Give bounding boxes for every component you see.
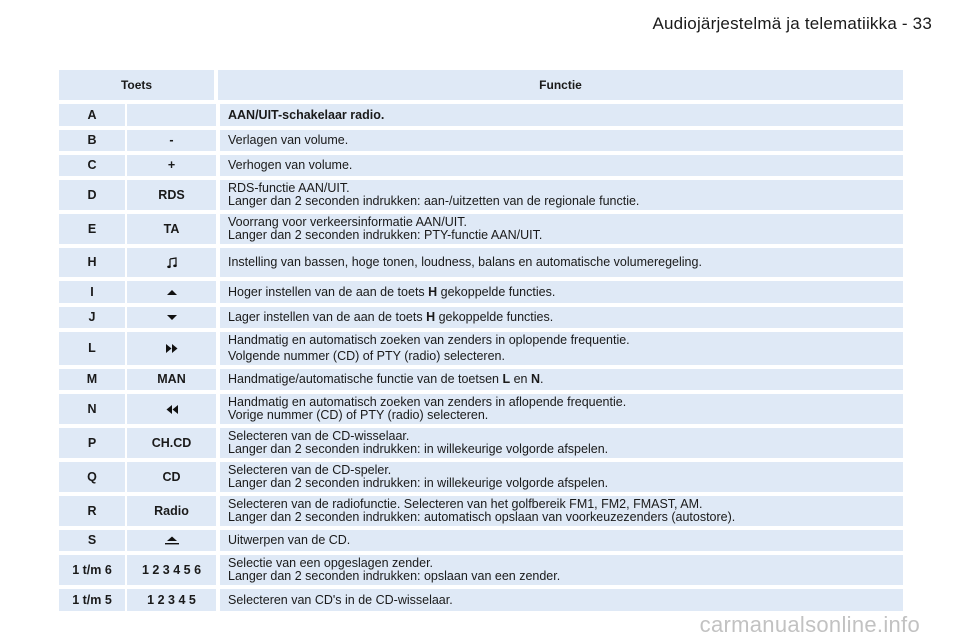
key-cell: A — [59, 104, 125, 126]
table-row — [59, 496, 903, 526]
text-segment: Uitwerpen van de CD. — [228, 533, 351, 547]
function-cell — [220, 589, 903, 611]
function-cell — [220, 332, 903, 365]
function-cell — [220, 307, 903, 328]
key-cell: Q — [59, 462, 125, 492]
text-segment: Volgende nummer (CD) of PTY (radio) selecteren. — [228, 349, 505, 363]
key-cell: D — [59, 180, 125, 210]
symbol-cell — [127, 281, 216, 303]
eject-icon — [165, 536, 179, 545]
function-text-line — [228, 134, 348, 147]
table-row — [59, 180, 903, 210]
text-segment: gekoppelde functies. — [437, 284, 556, 299]
table-row — [59, 248, 903, 277]
function-cell — [220, 155, 903, 176]
symbol-cell — [127, 248, 216, 277]
table-row — [59, 214, 903, 244]
table-row — [59, 394, 903, 424]
text-segment: Langer dan 2 seconden indrukken: aan-/uitzetten van de regionale functie. — [228, 194, 640, 208]
function-text-line — [228, 350, 505, 363]
key-cell: B — [59, 130, 125, 151]
key-cell: L — [59, 332, 125, 365]
function-text-line — [228, 109, 384, 122]
fast-forward-icon — [166, 344, 178, 353]
function-cell — [220, 214, 903, 244]
text-segment: Voorrang voor verkeersinformatie AAN/UIT. — [228, 215, 467, 229]
symbol-cell: CD — [127, 462, 216, 492]
text-segment: Handmatig en automatisch zoeken van zenders in aflopende frequentie. — [228, 395, 627, 409]
text-segment: Hoger instellen van de aan de toets — [228, 284, 429, 299]
function-text-line — [228, 570, 560, 583]
symbol-cell: TA — [127, 214, 216, 244]
text-segment: RDS-functie AAN/UIT. — [228, 181, 350, 195]
function-text-line — [228, 159, 352, 172]
key-cell: C — [59, 155, 125, 176]
watermark-text: carmanualsonline.info — [699, 612, 920, 637]
function-text-line — [228, 594, 453, 607]
symbol-cell: Radio — [127, 496, 216, 526]
bold-text: L — [502, 372, 511, 386]
symbol-cell: - — [127, 130, 216, 151]
function-text-line — [228, 511, 735, 524]
bold-text: H — [428, 284, 438, 299]
function-cell — [220, 369, 903, 390]
function-cell — [220, 130, 903, 151]
key-cell: H — [59, 248, 125, 277]
table-row — [59, 462, 903, 492]
text-segment: . — [540, 372, 544, 386]
key-cell: P — [59, 428, 125, 458]
function-cell — [220, 428, 903, 458]
function-cell — [220, 462, 903, 492]
text-segment: Verhogen van volume. — [228, 158, 353, 172]
function-cell — [220, 180, 903, 210]
function-table — [59, 70, 903, 615]
symbol-cell — [127, 104, 216, 126]
table-row — [59, 104, 903, 126]
text-segment: Langer dan 2 seconden indrukken: in willekeurige volgorde afspelen. — [228, 442, 609, 456]
text-segment: Langer dan 2 seconden indrukken: automatisch opslaan van voorkeuzezenders (autostore). — [228, 510, 736, 524]
function-text-line — [228, 477, 608, 490]
text-segment: Langer dan 2 seconden indrukken: in willekeurige volgorde afspelen. — [228, 476, 609, 490]
key-cell: M — [59, 369, 125, 390]
table-row — [59, 428, 903, 458]
bold-text: AAN/UIT-schakelaar radio. — [228, 107, 385, 122]
symbol-cell: 1 2 3 4 5 — [127, 589, 216, 611]
function-text-line — [228, 373, 544, 386]
table-row — [59, 307, 903, 328]
page-header-title: Audiojärjestelmä ja telematiikka - 33 — [652, 14, 932, 33]
key-cell: I — [59, 281, 125, 303]
key-cell: 1 t/m 5 — [59, 589, 125, 611]
symbol-cell — [127, 394, 216, 424]
text-segment: Langer dan 2 seconden indrukken: PTY-functie AAN/UIT. — [228, 228, 543, 242]
text-segment: Vorige nummer (CD) of PTY (radio) selecteren. — [228, 408, 489, 422]
text-segment: Langer dan 2 seconden indrukken: opslaan van een zender. — [228, 569, 561, 583]
table-row — [59, 589, 903, 611]
text-segment: Selectie van een opgeslagen zender. — [228, 556, 434, 570]
key-cell: E — [59, 214, 125, 244]
key-cell: S — [59, 530, 125, 551]
symbol-cell: 1 2 3 4 5 6 — [127, 555, 216, 585]
function-text-line — [228, 286, 555, 299]
table-row — [59, 555, 903, 585]
function-cell — [220, 530, 903, 551]
text-segment: en — [510, 372, 531, 386]
key-cell: 1 t/m 6 — [59, 555, 125, 585]
function-cell — [220, 248, 903, 277]
text-segment: Handmatig en automatisch zoeken van zenders in oplopende frequentie. — [228, 333, 630, 347]
text-segment: Selecteren van de CD-wisselaar. — [228, 429, 410, 443]
table-row — [59, 155, 903, 176]
bold-text: H — [426, 310, 436, 324]
arrow-up-icon — [167, 289, 177, 296]
symbol-cell: CH.CD — [127, 428, 216, 458]
rewind-icon — [166, 405, 178, 414]
function-text-line — [228, 311, 553, 324]
function-text-line — [228, 229, 542, 242]
text-segment: Lager instellen van de aan de toets — [228, 310, 427, 324]
function-text-line — [228, 534, 350, 547]
text-segment: Selecteren van CD's in de CD-wisselaar. — [228, 592, 453, 607]
arrow-down-icon — [167, 314, 177, 321]
table-row — [59, 530, 903, 551]
table-row — [59, 332, 903, 365]
column-header-function: Functie — [218, 70, 903, 100]
function-cell — [220, 394, 903, 424]
table-header-row — [59, 70, 903, 100]
symbol-cell: + — [127, 155, 216, 176]
function-cell — [220, 281, 903, 303]
function-cell — [220, 496, 903, 526]
symbol-cell — [127, 332, 216, 365]
symbol-cell — [127, 307, 216, 328]
symbol-cell — [127, 530, 216, 551]
table-row — [59, 369, 903, 390]
key-cell: N — [59, 394, 125, 424]
function-text-line — [228, 195, 639, 208]
function-text-line — [228, 443, 608, 456]
table-row — [59, 281, 903, 303]
column-header-key: Toets — [59, 70, 214, 100]
text-segment: Selecteren van de radiofunctie. Selecteren van het golfbereik FM1, FM2, FMAST, AM. — [228, 497, 703, 511]
music-note-icon — [166, 257, 178, 269]
text-segment: gekoppelde functies. — [435, 310, 554, 324]
text-segment: Instelling van bassen, hoge tonen, loudness, balans en automatische volumeregeling. — [228, 255, 702, 269]
symbol-cell: MAN — [127, 369, 216, 390]
bold-text: N — [530, 372, 541, 386]
text-segment: Handmatige/automatische functie van de toetsen — [228, 372, 503, 386]
function-text-line — [228, 334, 630, 347]
function-text-line — [228, 409, 488, 422]
function-text-line — [228, 256, 702, 269]
text-segment: Verlagen van volume. — [228, 133, 349, 147]
key-cell: J — [59, 307, 125, 328]
table-row — [59, 130, 903, 151]
text-segment: Selecteren van de CD-speler. — [228, 463, 392, 477]
symbol-cell: RDS — [127, 180, 216, 210]
function-cell — [220, 104, 903, 126]
function-cell — [220, 555, 903, 585]
key-cell: R — [59, 496, 125, 526]
